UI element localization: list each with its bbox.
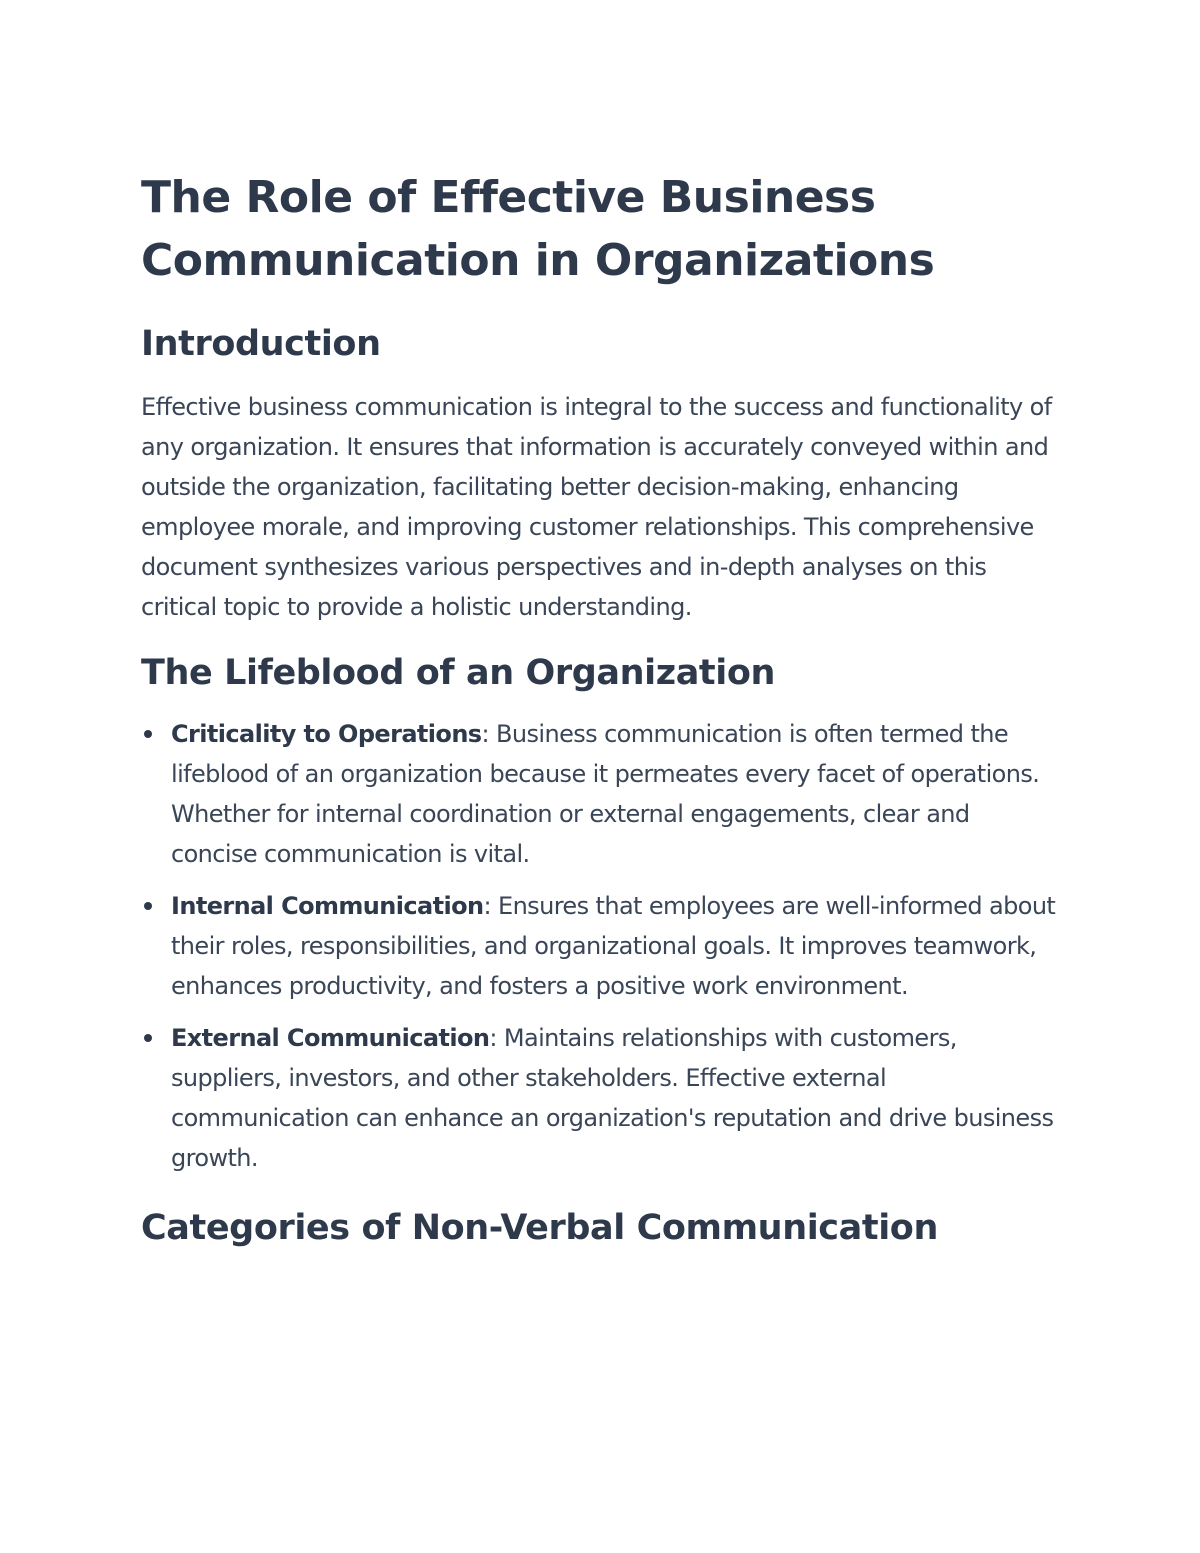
lifeblood-list <box>141 714 1056 1178</box>
bullet-icon <box>144 730 152 738</box>
list-item-term: Criticality to Operations <box>171 720 482 748</box>
bullet-icon <box>144 902 152 910</box>
list-item-term: External Communication <box>171 1024 490 1052</box>
list-item-term: Internal Communication <box>171 892 484 920</box>
list-item <box>141 714 1056 874</box>
categories-heading: Categories of Non-Verbal Communication <box>141 1208 938 1248</box>
introduction-heading: Introduction <box>141 324 381 364</box>
document-title: The Role of Effective Business Communication in Organizations <box>141 172 935 286</box>
introduction-paragraph: Effective business communication is integral to the success and functionality of any organization. It ensures that information is accurately conveyed within and outside the organization, facilitating better decision-making, enhancing employee morale, and improving customer relationships. This comprehensive document synthesizes various perspectives and in-depth analyses on this critical topic to provide a holistic understanding. <box>141 393 1052 621</box>
lifeblood-heading: The Lifeblood of an Organization <box>141 653 776 693</box>
list-item <box>141 886 1056 1006</box>
list-item-text: : Ensures that employees are well-informed about their roles, responsibilities, and organizational goals. It improves teamwork, enhances productivity, and fosters a positive work environment. <box>171 892 1056 1000</box>
document-page <box>141 166 1056 1249</box>
list-item <box>141 1018 1056 1178</box>
bullet-icon <box>144 1034 152 1042</box>
list-item-text: : Maintains relationships with customers, suppliers, investors, and other stakeholders. Effective external communication can enhance an organization's reputation and drive business growth. <box>171 1024 1054 1172</box>
list-item-text: : Business communication is often termed the lifeblood of an organization because it permeates every facet of operations. Whether for internal coordination or external engagements, clear and concise communication is vital. <box>171 720 1040 868</box>
